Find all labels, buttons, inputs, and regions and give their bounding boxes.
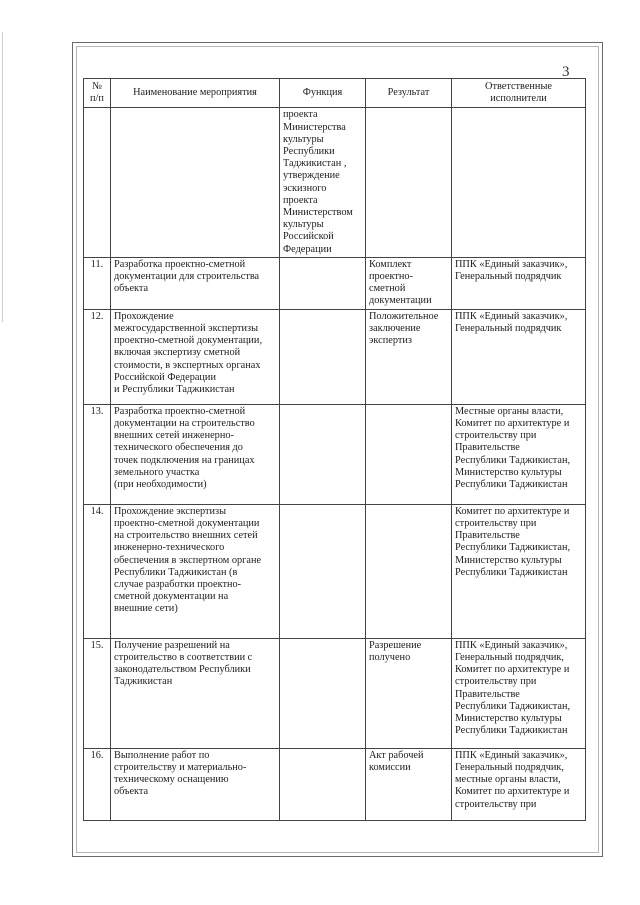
page-number: 3 <box>562 64 570 80</box>
row-num: 16. <box>84 748 111 820</box>
row-function: проекта Министерства культуры Республики Таджикистан , утверждение эскизного проекта Министерством культуры Российской Федерации <box>280 108 366 257</box>
row-function <box>280 504 366 638</box>
row-responsible: ППК «Единый заказчик», Генеральный подрядчик, Комитет по архитектуре и строительству при Правительстве Республики Таджикистан, Министерство культуры Республики Таджикистан <box>452 638 586 748</box>
row-name: Выполнение работ по строительству и материально- техническому оснащению объекта <box>111 748 280 820</box>
row-result <box>366 108 452 257</box>
row-function <box>280 638 366 748</box>
table-row <box>84 257 586 309</box>
row-result <box>366 404 452 504</box>
row-function <box>280 309 366 404</box>
row-responsible <box>452 108 586 257</box>
row-num: 12. <box>84 309 111 404</box>
table-header-row <box>84 79 586 108</box>
row-num: 15. <box>84 638 111 748</box>
row-name: Прохождение экспертизы проектно-сметной документации на строительство внешних сетей инженерно-технического обеспечения в экспертном органе Республики Таджикистан (в случае разработки проектно- сметной документации на внешние сети) <box>111 504 280 638</box>
row-name: Получение разрешений на строительство в соответствии с законодательством Республики Таджикистан <box>111 638 280 748</box>
row-responsible: ППК «Единый заказчик», Генеральный подрядчик, местные органы власти, Комитет по архитектуре и строительству при <box>452 748 586 820</box>
table-row <box>84 309 586 404</box>
header-name: Наименование мероприятия <box>111 79 280 108</box>
row-result: Положительное заключение экспертиз <box>366 309 452 404</box>
row-num <box>84 108 111 257</box>
row-num: 14. <box>84 504 111 638</box>
row-function <box>280 257 366 309</box>
row-function <box>280 748 366 820</box>
row-name <box>111 108 280 257</box>
table-row <box>84 504 586 638</box>
row-responsible: Местные органы власти, Комитет по архитектуре и строительству при Правительстве Республики Таджикистан, Министерство культуры Республики Таджикистан <box>452 404 586 504</box>
row-name: Прохождение межгосударственной экспертизы проектно-сметной документации, включая экспертизу сметной стоимости, в экспертных органах Российской Федерации и Республики Таджикистан <box>111 309 280 404</box>
header-result: Результат <box>366 79 452 108</box>
scan-edge-mark <box>2 32 3 322</box>
activities-table <box>83 78 586 821</box>
row-responsible: Комитет по архитектуре и строительству при Правительстве Республики Таджикистан, Министерство культуры Республики Таджикистан <box>452 504 586 638</box>
table-row <box>84 748 586 820</box>
row-num: 11. <box>84 257 111 309</box>
table-row <box>84 638 586 748</box>
row-name: Разработка проектно-сметной документации на строительство внешних сетей инженерно- технического обеспечения до точек подключения на границах земельного участка (при необходимости) <box>111 404 280 504</box>
table-row <box>84 108 586 257</box>
row-result <box>366 504 452 638</box>
header-function: Функция <box>280 79 366 108</box>
row-result: Акт рабочей комиссии <box>366 748 452 820</box>
row-result: Комплект проектно- сметной документации <box>366 257 452 309</box>
row-name: Разработка проектно-сметной документации для строительства объекта <box>111 257 280 309</box>
table-row <box>84 404 586 504</box>
header-responsible: Ответственные исполнители <box>452 79 586 108</box>
row-result: Разрешение получено <box>366 638 452 748</box>
row-responsible: ППК «Единый заказчик», Генеральный подрядчик <box>452 309 586 404</box>
row-responsible: ППК «Единый заказчик», Генеральный подрядчик <box>452 257 586 309</box>
row-num: 13. <box>84 404 111 504</box>
row-function <box>280 404 366 504</box>
header-num: № п/п <box>84 79 111 108</box>
